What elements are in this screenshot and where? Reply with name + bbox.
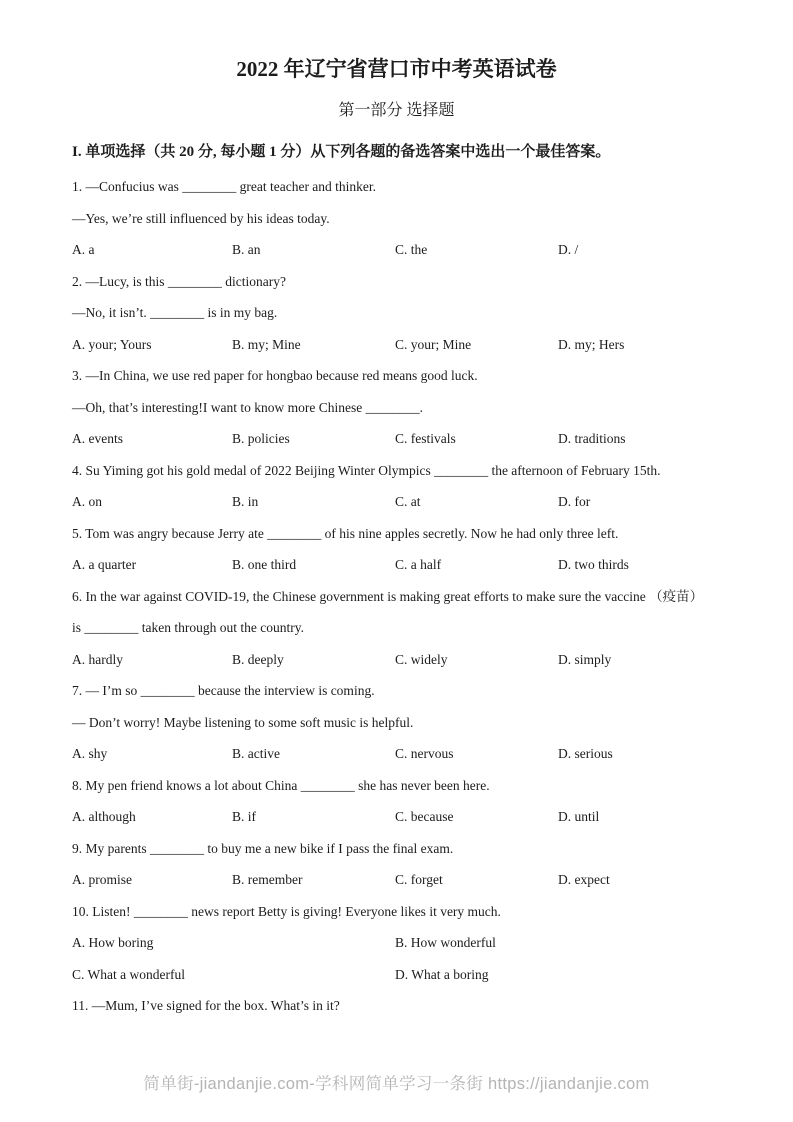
question-9-option-a: A. promise <box>72 872 132 887</box>
question-5-line-1: 5. Tom was angry because Jerry ate ________ of his nine apples secretly. Now he had only three left. <box>72 525 619 541</box>
question-10-option-a: A. How boring <box>72 935 154 950</box>
question-6-options <box>72 653 721 668</box>
question-3-line-1: 3. —In China, we use red paper for hongbao because red means good luck. <box>72 368 478 383</box>
question-1-option-b: B. an <box>232 242 261 257</box>
question-8 <box>72 779 721 825</box>
question-7 <box>72 684 721 762</box>
question-3-options <box>72 432 721 447</box>
question-1-line-1: 1. —Confucius was ________ great teacher and thinker. <box>72 179 377 194</box>
question-4-option-b: B. in <box>232 494 259 509</box>
section-instruction: I. 单项选择（共 20 分, 每小题 1 分）从下列各题的备选答案中选出一个最佳答案。 <box>72 144 611 160</box>
question-1-option-d: D. / <box>558 242 579 257</box>
question-8-option-a: A. although <box>72 809 136 824</box>
exam-title: 2022 年辽宁省营口市中考英语试卷 <box>236 57 557 81</box>
question-6-option-c: C. widely <box>395 651 448 667</box>
question-7-line-1: 7. — I’m so ________ because the interview is coming. <box>72 683 375 698</box>
question-3 <box>72 369 721 447</box>
question-5-option-d: D. two thirds <box>558 557 629 572</box>
question-1-options <box>72 243 721 258</box>
question-8-option-c: C. because <box>395 809 454 824</box>
question-4-option-d: D. for <box>558 494 591 509</box>
question-4-option-a: A. on <box>72 494 102 509</box>
question-9-options <box>72 873 721 888</box>
question-3-line-2: —Oh, that’s interesting!I want to know more Chinese ________. <box>72 399 423 415</box>
question-2-option-b: B. my; Mine <box>232 336 301 352</box>
question-2-option-a: A. your; Yours <box>72 336 152 352</box>
question-9-line-1: 9. My parents ________ to buy me a new bike if I pass the final exam. <box>72 840 454 856</box>
question-7-option-d: D. serious <box>558 746 613 761</box>
question-6-option-a: A. hardly <box>72 651 123 667</box>
question-11 <box>72 999 721 1014</box>
question-9-option-d: D. expect <box>558 872 610 887</box>
question-10-line-1: 10. Listen! ________ news report Betty is giving! Everyone likes it very much. <box>72 903 501 919</box>
question-4-option-c: C. at <box>395 494 421 509</box>
question-9-option-c: C. forget <box>395 872 443 887</box>
question-10-option-d: D. What a boring <box>395 966 489 982</box>
question-9 <box>72 842 721 888</box>
question-2-options <box>72 338 721 353</box>
question-3-option-b: B. policies <box>232 431 290 446</box>
question-6-option-b: B. deeply <box>232 651 284 667</box>
question-6-line-2: is ________ taken through out the country. <box>72 620 304 635</box>
question-4-options <box>72 495 721 510</box>
question-3-option-a: A. events <box>72 431 123 446</box>
question-6-option-d: D. simply <box>558 651 612 667</box>
question-1 <box>72 180 721 258</box>
question-4-line-1: 4. Su Yiming got his gold medal of 2022 Beijing Winter Olympics ________ the afternoon of February 15th. <box>72 462 661 478</box>
question-7-option-c: C. nervous <box>395 746 454 761</box>
question-8-option-d: D. until <box>558 809 600 824</box>
question-1-option-c: C. the <box>395 242 428 257</box>
question-7-option-b: B. active <box>232 746 280 761</box>
question-5-option-c: C. a half <box>395 557 442 572</box>
question-10 <box>72 905 721 983</box>
question-10-option-b: B. How wonderful <box>395 935 496 950</box>
part-heading: 第一部分 选择题 <box>338 102 455 119</box>
question-10-options <box>72 936 721 982</box>
question-2 <box>72 275 721 353</box>
question-6-line-1: 6. In the war against COVID-19, the Chinese government is making great efforts to make sure the vaccine （疫苗） <box>72 588 704 604</box>
question-10-option-c: C. What a wonderful <box>72 966 185 982</box>
question-1-option-a: A. a <box>72 242 95 257</box>
question-2-option-c: C. your; Mine <box>395 336 472 352</box>
watermark-footer: 简单街-jiandanjie.com-学科网简单学习一条街 https://jiandanjie.com <box>143 1075 650 1093</box>
question-7-option-a: A. shy <box>72 746 108 761</box>
question-5-option-a: A. a quarter <box>72 557 137 572</box>
question-8-option-b: B. if <box>232 809 257 824</box>
question-7-options <box>72 747 721 762</box>
question-5 <box>72 527 721 573</box>
question-3-option-c: C. festivals <box>395 431 456 446</box>
question-11-line-1: 11. —Mum, I’ve signed for the box. What’s in it? <box>72 998 340 1013</box>
question-1-line-2: —Yes, we’re still influenced by his ideas today. <box>72 210 330 226</box>
question-7-line-2: — Don’t worry! Maybe listening to some soft music is helpful. <box>72 714 414 730</box>
question-9-option-b: B. remember <box>232 872 303 887</box>
question-2-line-2: —No, it isn’t. ________ is in my bag. <box>72 305 278 320</box>
question-2-line-1: 2. —Lucy, is this ________ dictionary? <box>72 273 286 289</box>
question-5-option-b: B. one third <box>232 557 297 572</box>
question-8-options <box>72 810 721 825</box>
question-3-option-d: D. traditions <box>558 431 626 446</box>
question-2-option-d: D. my; Hers <box>558 336 625 352</box>
question-4 <box>72 464 721 510</box>
question-6 <box>72 590 721 668</box>
question-8-line-1: 8. My pen friend knows a lot about China ________ she has never been here. <box>72 777 490 793</box>
question-5-options <box>72 558 721 573</box>
